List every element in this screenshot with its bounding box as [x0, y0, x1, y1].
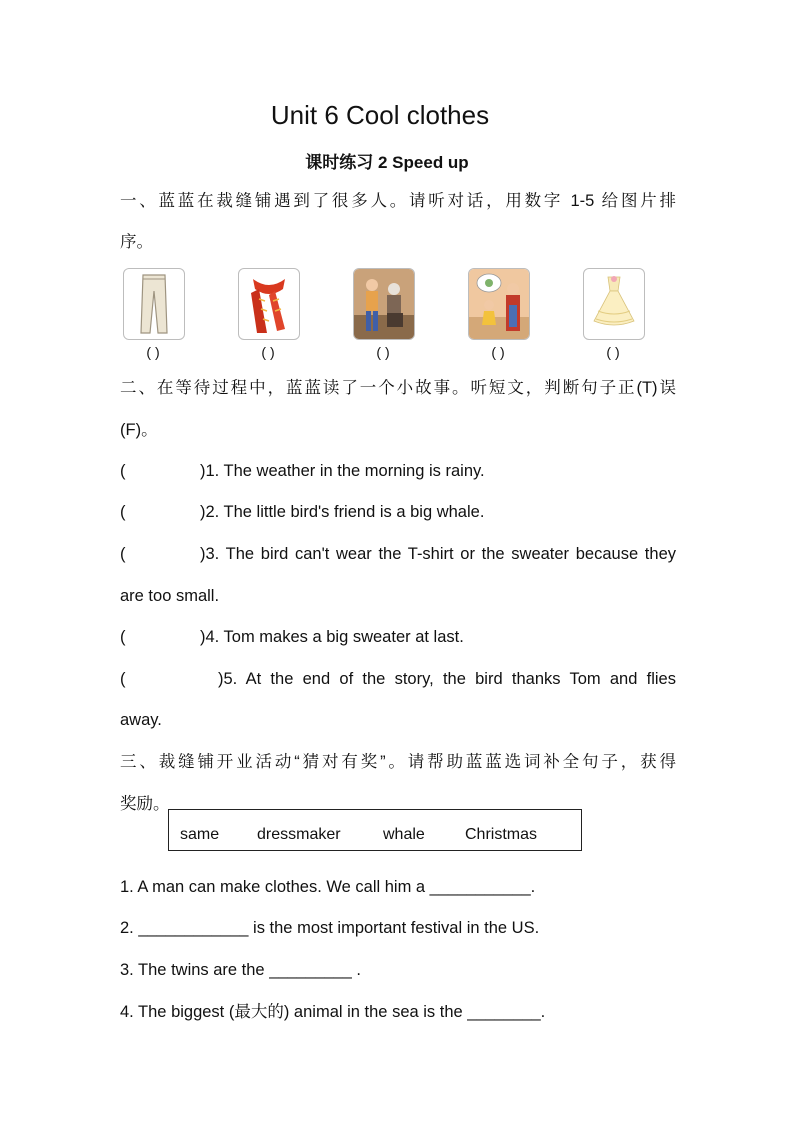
picture-dress	[583, 268, 645, 340]
answer-blank-2: ( )	[261, 344, 275, 360]
picture-trousers	[123, 268, 185, 340]
word-bank-word: dressmaker	[257, 826, 341, 843]
tf-item-4: ( )4. Tom makes a big sweater at last.	[120, 628, 464, 646]
answer-blank-5: ( )	[606, 344, 620, 360]
answer-blank-4: ( )	[491, 344, 505, 360]
tf-item-2: ( )2. The little bird's friend is a big whale.	[120, 503, 485, 521]
tf-item-1: ( )1. The weather in the morning is rainy.	[120, 462, 485, 480]
tf-item-3: ( )3. The bird can't wear the T-shirt or the sweater because they	[120, 545, 676, 563]
picture-girl-thinking	[468, 268, 530, 340]
tf-item-3-cont: are too small.	[120, 587, 220, 605]
dress-icon	[584, 269, 644, 339]
answer-blank-1: ( )	[146, 344, 160, 360]
section1-instruction-cont: 序。	[120, 233, 153, 251]
section2-instruction-cont: (F)。	[120, 421, 158, 439]
scarf-icon	[239, 269, 299, 339]
fill-sentence-3: 3. The twins are the _________ .	[120, 961, 361, 979]
picture-scarf	[238, 268, 300, 340]
page-title: Unit 6 Cool clothes	[270, 100, 490, 130]
fill-sentence-1: 1. A man can make clothes. We call him a ___________.	[120, 878, 536, 896]
answer-blank-3: ( )	[376, 344, 390, 360]
section3-instruction: 三、裁缝铺开业活动“猜对有奖”。请帮助蓝蓝选词补全句子，获得	[120, 753, 676, 771]
section2-instruction: 二、在等待过程中，蓝蓝读了一个小故事。听短文，判断句子正(T)误	[120, 379, 676, 397]
section1-instruction: 一、蓝蓝在裁缝铺遇到了很多人。请听对话，用数字 1-5 给图片排	[120, 192, 676, 210]
word-bank-word: same	[180, 826, 220, 843]
trousers-icon	[124, 269, 184, 339]
tailor-fitting-icon	[354, 269, 414, 339]
page-subtitle: 课时练习 2 Speed up	[305, 153, 469, 172]
girl-thinking-icon	[469, 269, 529, 339]
fill-sentence-4: 4. The biggest (最大的) animal in the sea is the ________.	[120, 1003, 546, 1021]
fill-sentence-2: 2. ____________ is the most important festival in the US.	[120, 919, 540, 937]
word-bank-word: whale	[383, 826, 425, 843]
tf-item-5-cont: away.	[120, 711, 162, 729]
word-bank-word: Christmas	[465, 826, 538, 843]
picture-tailor-fitting	[353, 268, 415, 340]
section3-instruction-cont: 奖励。	[120, 795, 170, 813]
tf-item-5: ( )5. At the end of the story, the bird thanks Tom and flies	[120, 670, 676, 688]
